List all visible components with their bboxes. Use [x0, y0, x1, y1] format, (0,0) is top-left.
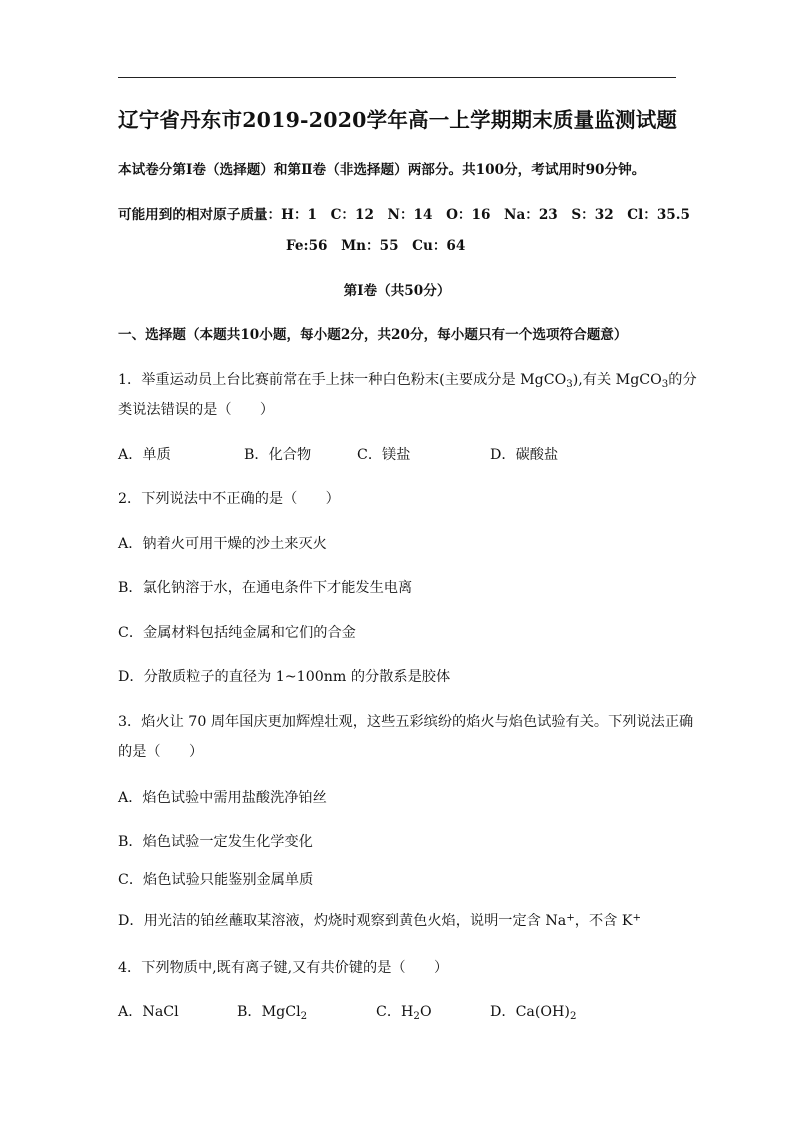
question-3-option-b: B．焰色试验一定发生化学变化 — [118, 834, 313, 850]
question-3-option-c: C．焰色试验只能鉴别金属单质 — [118, 872, 314, 888]
question-2-stem: 2．下列说法中不正确的是（ ） — [118, 491, 340, 507]
question-3-option-a: A．焰色试验中需用盐酸洗净铂丝 — [118, 790, 327, 806]
atomic-masses-line-1: 可能用到的相对原子质量：H：1 C：12 N：14 O：16 Na：23 S：32 Cl：35.5 — [118, 207, 690, 223]
question-4-stem: 4．下列物质中,既有离子键,又有共价键的是（ ） — [118, 960, 449, 976]
question-4-option-b: B．MgCl$_2$ — [237, 1004, 308, 1023]
question-1-option-c: C．镁盐 — [357, 447, 411, 463]
part-heading: 一、选择题（本题共10小题，每小题2分，共20分，每小题只有一个选项符合题意） — [118, 327, 628, 343]
question-1-option-b: B．化合物 — [244, 447, 312, 463]
question-2-option-d: D．分散质粒子的直径为 1~100nm 的分散系是胶体 — [118, 669, 451, 685]
question-2-option-a: A．钠着火可用干燥的沙土来灭火 — [118, 536, 327, 552]
question-4-option-d: D．$Ca(OH)_2$ — [490, 1004, 577, 1023]
section-title: 第Ⅰ卷（共50分） — [343, 283, 451, 299]
header-rule — [118, 77, 676, 78]
question-1-option-d: D．碳酸盐 — [490, 447, 559, 463]
question-1-stem: 1．举重运动员上台比赛前常在手上抹一种白色粉末(主要成分是 MgCO$_3$),有关 MgCO$_3$的分 — [118, 372, 697, 391]
question-4-option-c: C．$H_2O$ — [376, 1004, 432, 1023]
question-2-option-b: B．氯化钠溶于水，在通电条件下才能发生电离 — [118, 580, 413, 596]
question-3-option-d: D．用光洁的铂丝蘸取某溶液，灼烧时观察到黄色火焰，说明一定含 Na+，不含 K+ — [118, 912, 641, 929]
question-2-option-c: C．金属材料包括纯金属和它们的合金 — [118, 625, 356, 641]
exam-intro: 本试卷分第Ⅰ卷（选择题）和第Ⅱ卷（非选择题）两部分。共100分，考试用时90分钟。 — [118, 162, 646, 178]
question-4-option-a: A．NaCl — [118, 1004, 179, 1020]
atomic-masses-line-2: Fe:56 Mn：55 Cu：64 — [286, 238, 466, 254]
question-3-stem-line-2: 的是（ ） — [118, 744, 204, 760]
question-3-stem: 3．焰火让 70 周年国庆更加辉煌壮观，这些五彩缤纷的焰火与焰色试验有关。下列说法正确 — [118, 714, 694, 730]
exam-title: 辽宁省丹东市2019-2020学年高一上学期期末质量监测试题 — [118, 108, 678, 132]
question-1-option-a: A．单质 — [118, 447, 171, 463]
question-1-stem-line-2: 类说法错误的是（ ） — [118, 402, 275, 418]
